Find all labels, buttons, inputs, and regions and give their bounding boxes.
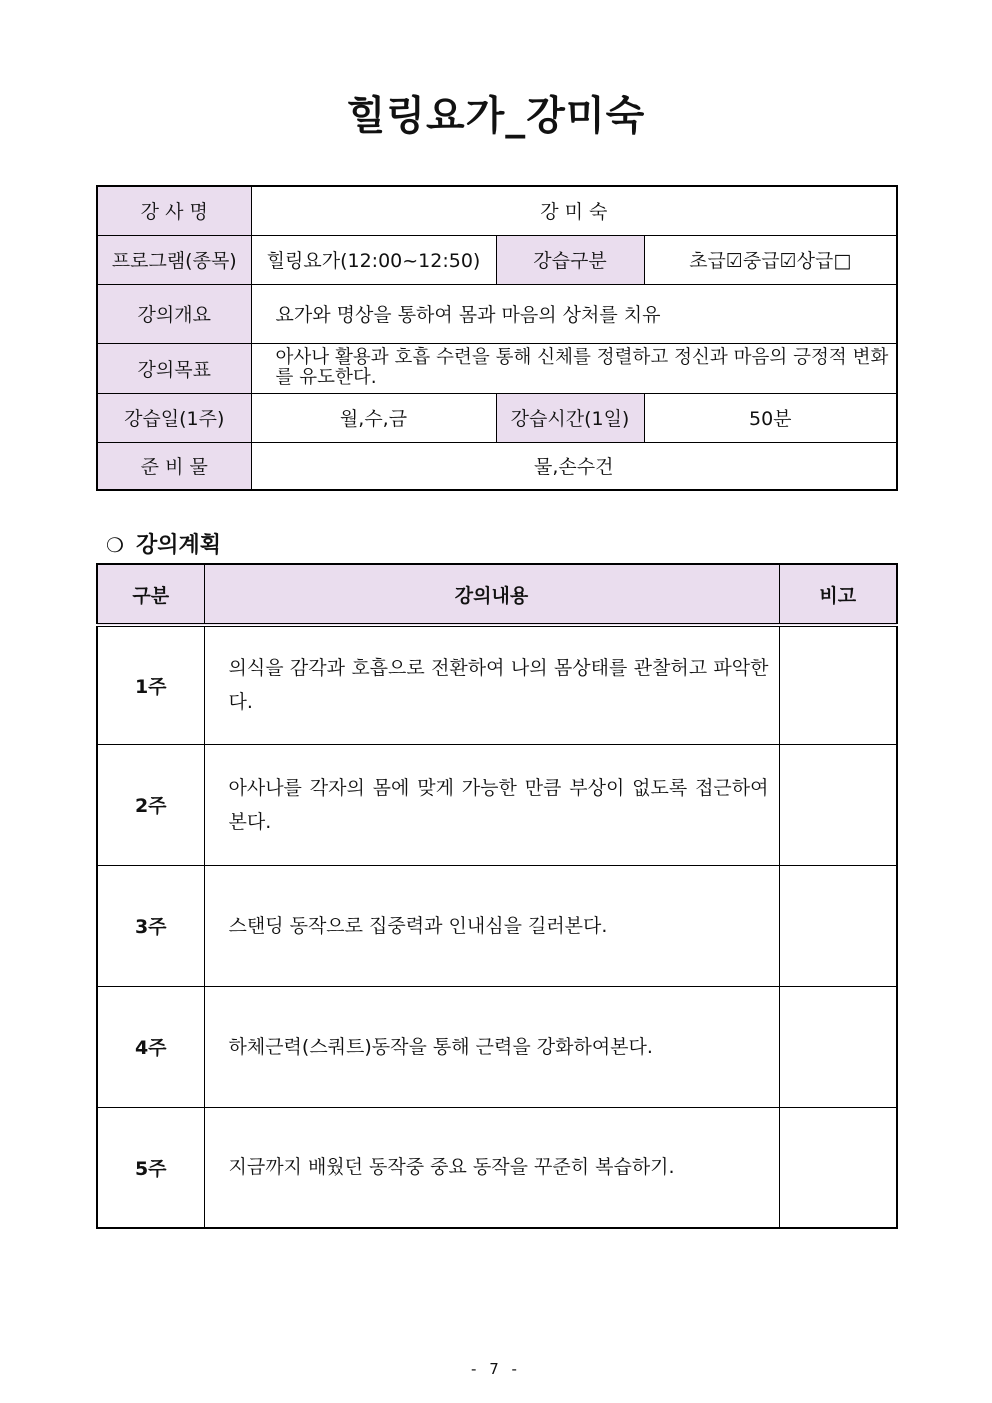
content-cell: 스탠딩 동작으로 집중력과 인내심을 길러본다. <box>204 865 779 986</box>
note-cell <box>779 986 897 1107</box>
days-value: 월,수,금 <box>251 393 496 442</box>
instructor-label: 강 사 명 <box>97 186 251 235</box>
content-cell: 하체근력(스쿼트)동작을 통해 근력을 강화하여본다. <box>204 986 779 1107</box>
level-value: 초급☑중급☑상급□ <box>644 235 897 284</box>
supplies-label: 준 비 물 <box>97 442 251 490</box>
note-cell <box>779 625 897 744</box>
program-row <box>97 235 897 284</box>
table-row <box>97 865 897 986</box>
content-header: 강의내용 <box>204 564 779 625</box>
program-label: 프로그램(종목) <box>97 235 251 284</box>
table-row <box>97 625 897 744</box>
supplies-value: 물,손수건 <box>251 442 897 490</box>
week-cell: 2주 <box>97 744 204 865</box>
overview-row <box>97 284 897 343</box>
days-label: 강습일(1주) <box>97 393 251 442</box>
page-number: - 7 - <box>471 1360 521 1378</box>
content-cell: 지금까지 배웠던 동작중 중요 동작을 꾸준히 복습하기. <box>204 1107 779 1228</box>
duration-label: 강습시간(1일) <box>496 393 644 442</box>
course-info-table <box>96 185 898 491</box>
level-label: 강습구분 <box>496 235 644 284</box>
supplies-row <box>97 442 897 490</box>
document-title: 힐링요가_강미숙 <box>346 93 646 139</box>
overview-label: 강의개요 <box>97 284 251 343</box>
circle-bullet-icon: ❍ <box>106 533 124 557</box>
section-heading <box>106 528 221 559</box>
instructor-row <box>97 186 897 235</box>
section-heading-text: 강의계획 <box>135 533 221 558</box>
goal-row <box>97 343 897 393</box>
week-cell: 5주 <box>97 1107 204 1228</box>
note-cell <box>779 744 897 865</box>
lecture-plan-table <box>96 563 898 1229</box>
goal-label: 강의목표 <box>97 343 251 393</box>
content-cell: 의식을 감각과 호흡으로 전환하여 나의 몸상태를 관찰허고 파악한다. <box>204 625 779 744</box>
goal-value: 아사나 활용과 호흡 수련을 통해 신체를 정렬하고 정신과 마음의 긍정적 변화를 유도한다. <box>251 343 897 393</box>
week-cell: 3주 <box>97 865 204 986</box>
duration-value: 50분 <box>644 393 897 442</box>
content-cell: 아사나를 각자의 몸에 맞게 가능한 만큼 부상이 없도록 접근하여본다. <box>204 744 779 865</box>
plan-header-row <box>97 564 897 625</box>
note-cell <box>779 865 897 986</box>
table-row <box>97 744 897 865</box>
week-cell: 1주 <box>97 625 204 744</box>
overview-value: 요가와 명상을 통하여 몸과 마음의 상처를 치유 <box>251 284 897 343</box>
table-row <box>97 986 897 1107</box>
schedule-row <box>97 393 897 442</box>
note-header: 비고 <box>779 564 897 625</box>
program-value: 힐링요가(12:00~12:50) <box>251 235 496 284</box>
week-header: 구분 <box>97 564 204 625</box>
table-row <box>97 1107 897 1228</box>
instructor-value: 강 미 숙 <box>251 186 897 235</box>
note-cell <box>779 1107 897 1228</box>
week-cell: 4주 <box>97 986 204 1107</box>
